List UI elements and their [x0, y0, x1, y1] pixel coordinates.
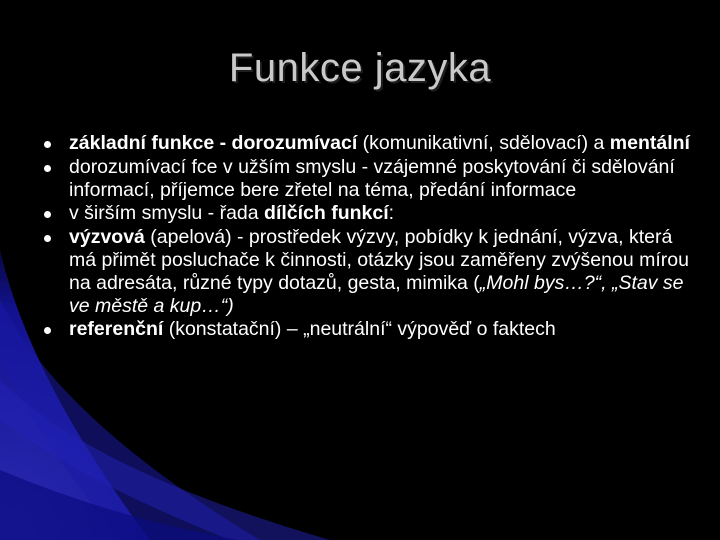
bullet-dot-icon	[44, 235, 51, 242]
bullet-text-segment: (komunikativní, sdělovací) a	[357, 132, 610, 154]
bullet-item	[44, 156, 704, 202]
bullet-text-segment: (konstatační) – „neutrální“ výpověď o faktech	[163, 318, 556, 341]
bullet-dot-icon	[44, 211, 51, 218]
bullet-dot-icon	[44, 327, 51, 334]
bullet-text-segment: dílčích funkcí	[264, 202, 389, 225]
bullet-item	[44, 132, 704, 155]
bullet-text-segment: v širším smyslu - řada	[69, 202, 265, 225]
bullet-dot-icon	[44, 141, 51, 148]
bullet-text-segment: (apelová) - prostředek výzvy, pobídky k jednání, výzva, která má přimět posluchače k činnosti, otázky jsou zaměřeny zvýšenou mírou na adresáta, různé typy dotazů, gesta, mimika (	[69, 226, 689, 294]
bullet-text-segment: základní funkce - dorozumívací	[69, 132, 358, 154]
slide-title: Funkce jazyka	[228, 46, 492, 90]
bullet-dot-icon	[44, 165, 51, 172]
bullet-text-segment: dorozumívací fce v užším smyslu - vzájemné poskytování či sdělování informací, příjemce bere zřetel na téma, předání informace	[69, 155, 675, 201]
bullet-text-segment: mentální	[609, 132, 690, 154]
bullet-list	[44, 132, 704, 342]
bullet-item	[44, 226, 704, 317]
bullet-item	[44, 318, 704, 341]
bullet-text-segment: referenční	[69, 318, 164, 341]
bullet-text-segment: „Mohl bys…?“, „Stav se ve městě a kup…“)	[69, 271, 684, 317]
bullet-text-segment: výzvová	[69, 226, 145, 249]
bullet-item	[44, 202, 704, 225]
bullet-text-segment: :	[388, 202, 395, 225]
